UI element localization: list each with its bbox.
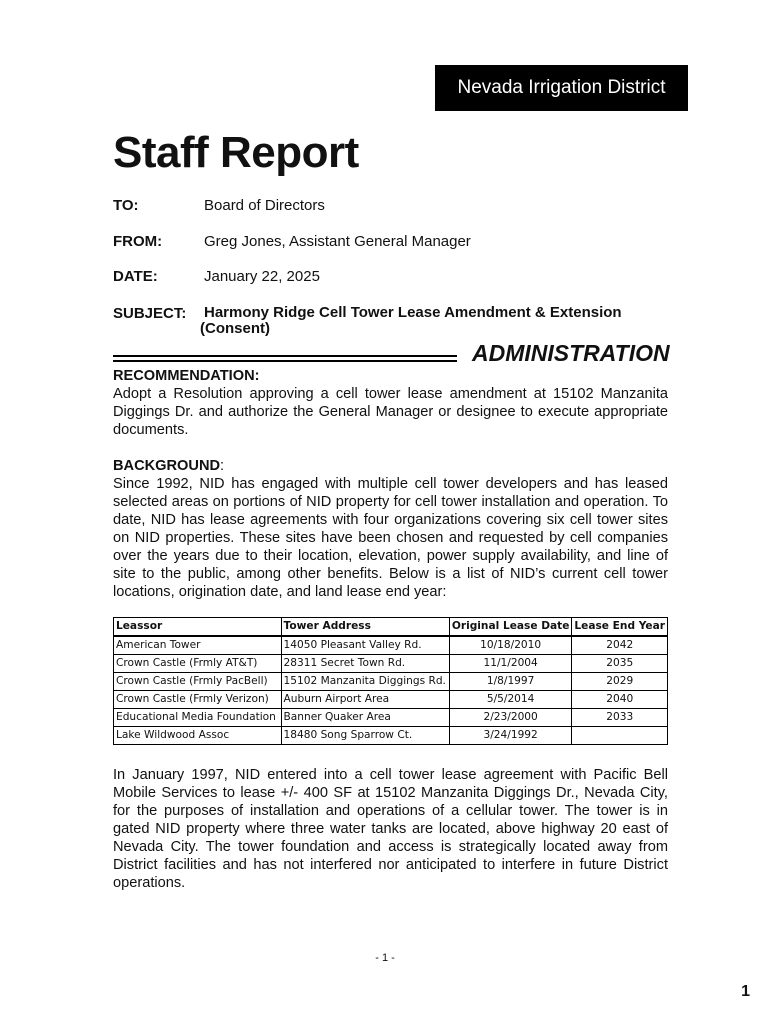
- subject-line-1: Harmony Ridge Cell Tower Lease Amendment & Extension: [204, 304, 622, 321]
- department-heading: ADMINISTRATION: [472, 340, 670, 366]
- address-cell: 28311 Secret Town Rd.: [281, 655, 449, 673]
- column-header-lease-end-year: Lease End Year: [572, 618, 668, 637]
- lease-date-cell: 3/24/1992: [449, 727, 572, 745]
- date-label: DATE:: [113, 268, 158, 285]
- lease-date-cell: 5/5/2014: [449, 691, 572, 709]
- address-cell: Auburn Airport Area: [281, 691, 449, 709]
- table-row: [114, 655, 668, 673]
- subject-line-2: (Consent): [200, 320, 270, 337]
- background-heading-colon: :: [220, 458, 225, 474]
- subject-label: SUBJECT:: [113, 305, 187, 322]
- date-value: January 22, 2025: [204, 268, 320, 285]
- end-year-cell: [572, 727, 668, 745]
- recommendation-text: Adopt a Resolution approving a cell tower lease amendment at 15102 Manzanita Diggings Dr. and authorize the General Manager or designee to execute appropriate documents.: [113, 386, 668, 438]
- leassor-cell: Crown Castle (Frmly PacBell): [114, 673, 282, 691]
- end-year-cell: 2040: [572, 691, 668, 709]
- table-row: [114, 636, 668, 655]
- column-header-tower-address: Tower Address: [281, 618, 449, 637]
- table-row: [114, 709, 668, 727]
- to-value: Board of Directors: [204, 197, 325, 214]
- leassor-cell: Crown Castle (Frmly Verizon): [114, 691, 282, 709]
- end-year-cell: 2035: [572, 655, 668, 673]
- subject-value: [200, 304, 664, 337]
- leassor-cell: Crown Castle (Frmly AT&T): [114, 655, 282, 673]
- section-divider: [113, 355, 457, 362]
- leassor-cell: Lake Wildwood Assoc: [114, 727, 282, 745]
- leassor-cell: Educational Media Foundation: [114, 709, 282, 727]
- organization-banner: Nevada Irrigation District: [435, 65, 688, 111]
- address-cell: Banner Quaker Area: [281, 709, 449, 727]
- lease-date-cell: 10/18/2010: [449, 636, 572, 655]
- recommendation-section: [113, 367, 668, 439]
- column-header-leassor: Leassor: [114, 618, 282, 637]
- table-header-row: [114, 618, 668, 637]
- column-header-original-lease-date: Original Lease Date: [449, 618, 572, 637]
- from-value: Greg Jones, Assistant General Manager: [204, 233, 471, 250]
- lease-date-cell: 2/23/2000: [449, 709, 572, 727]
- background-section: [113, 457, 668, 601]
- sheet-number: 1: [741, 983, 750, 1000]
- lease-date-cell: 11/1/2004: [449, 655, 572, 673]
- page-number: - 1 -: [375, 952, 395, 964]
- to-label: TO:: [113, 197, 139, 214]
- lease-date-cell: 1/8/1997: [449, 673, 572, 691]
- background-heading: BACKGROUND: [113, 458, 221, 474]
- address-cell: 14050 Pleasant Valley Rd.: [281, 636, 449, 655]
- from-label: FROM:: [113, 233, 163, 250]
- address-cell: 15102 Manzanita Diggings Rd.: [281, 673, 449, 691]
- leassor-cell: American Tower: [114, 636, 282, 655]
- recommendation-heading: RECOMMENDATION:: [113, 368, 260, 384]
- closing-section: [113, 766, 668, 892]
- page-title: Staff Report: [113, 128, 359, 177]
- background-text: Since 1992, NID has engaged with multiple cell tower developers and has leased selected areas on portions of NID property for cell tower installation and operation. To date, NID has lease agreements with four organizations covering six cell tower sites on NID properties. These sites have been chosen and requested by cell companies over the years due to their location, elevation, power supply availability, and line of site to the public, among other benefits. Below is a list of NID’s current cell tower locations, origination date, and land lease end year:: [113, 476, 668, 600]
- table-row: [114, 691, 668, 709]
- end-year-cell: 2029: [572, 673, 668, 691]
- table-row: [114, 727, 668, 745]
- end-year-cell: 2042: [572, 636, 668, 655]
- address-cell: 18480 Song Sparrow Ct.: [281, 727, 449, 745]
- end-year-cell: 2033: [572, 709, 668, 727]
- cell-tower-table: [113, 617, 668, 745]
- closing-text: In January 1997, NID entered into a cell tower lease agreement with Pacific Bell Mobile Services to lease +/- 400 SF at 15102 Manzanita Diggings Dr., Nevada City, for the purposes of installation and operations of a cellular tower. The tower is in gated NID property where three water tanks are located, above highway 20 east of Nevada City. The tower foundation and access is strategically located away from District facilities and has not interfered nor anticipated to interfere in future District operations.: [113, 767, 668, 891]
- table-row: [114, 673, 668, 691]
